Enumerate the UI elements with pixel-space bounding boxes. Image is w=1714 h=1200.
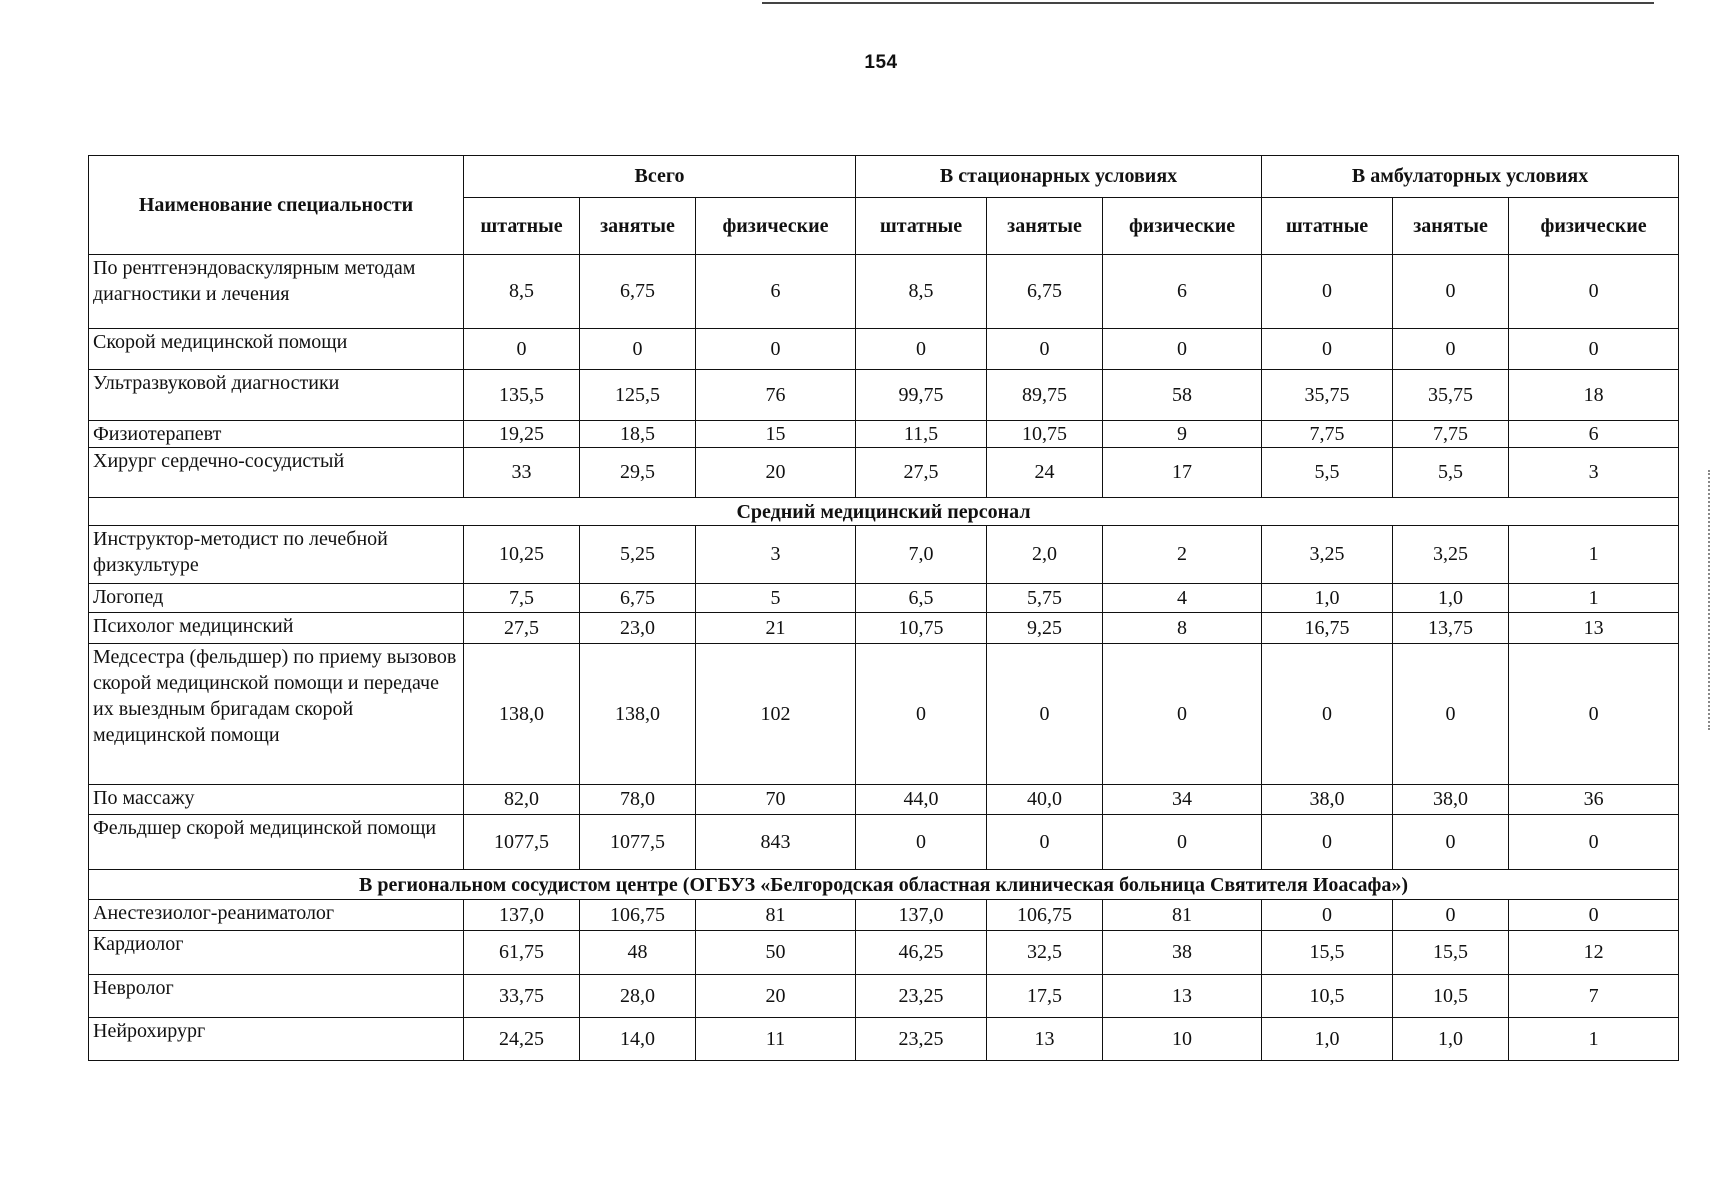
row-value-cell: 19,25 bbox=[464, 421, 580, 448]
row-value-cell: 0 bbox=[1393, 255, 1509, 329]
row-value-cell: 5,5 bbox=[1262, 448, 1393, 498]
row-value-cell: 0 bbox=[987, 644, 1103, 785]
row-specialty-name: Медсестра (фельдшер) по приему вызовов скорой медицинской помощи и передаче их выездным бригадам скорой медицинской помощи bbox=[89, 644, 464, 785]
row-value-cell: 35,75 bbox=[1262, 370, 1393, 421]
row-value-cell: 0 bbox=[696, 329, 856, 370]
row-value-cell: 99,75 bbox=[856, 370, 987, 421]
row-value-cell: 81 bbox=[1103, 900, 1262, 931]
row-value-cell: 1,0 bbox=[1262, 1018, 1393, 1061]
row-value-cell: 0 bbox=[987, 329, 1103, 370]
table-row bbox=[89, 1018, 1679, 1061]
row-specialty-name: Логопед bbox=[89, 584, 464, 613]
row-value-cell: 102 bbox=[696, 644, 856, 785]
row-value-cell: 0 bbox=[1262, 644, 1393, 785]
row-value-cell: 3,25 bbox=[1262, 526, 1393, 584]
header-sub-physical: физические bbox=[1103, 198, 1262, 255]
row-value-cell: 125,5 bbox=[580, 370, 696, 421]
row-value-cell: 18 bbox=[1509, 370, 1679, 421]
top-rule bbox=[762, 2, 1654, 4]
row-value-cell: 0 bbox=[1262, 900, 1393, 931]
row-value-cell: 137,0 bbox=[464, 900, 580, 931]
row-value-cell: 11,5 bbox=[856, 421, 987, 448]
row-value-cell: 29,5 bbox=[580, 448, 696, 498]
row-value-cell: 4 bbox=[1103, 584, 1262, 613]
row-value-cell: 10,5 bbox=[1393, 975, 1509, 1018]
row-value-cell: 23,25 bbox=[856, 975, 987, 1018]
row-value-cell: 40,0 bbox=[987, 785, 1103, 815]
table-row bbox=[89, 448, 1679, 498]
header-sub-occupied: занятые bbox=[580, 198, 696, 255]
row-value-cell: 12 bbox=[1509, 931, 1679, 975]
row-value-cell: 33 bbox=[464, 448, 580, 498]
row-value-cell: 6,5 bbox=[856, 584, 987, 613]
row-value-cell: 0 bbox=[1262, 255, 1393, 329]
row-specialty-name: По рентгенэндоваскулярным методам диагностики и лечения bbox=[89, 255, 464, 329]
row-value-cell: 1077,5 bbox=[580, 815, 696, 870]
row-value-cell: 1077,5 bbox=[464, 815, 580, 870]
row-value-cell: 21 bbox=[696, 613, 856, 644]
row-value-cell: 23,25 bbox=[856, 1018, 987, 1061]
row-value-cell: 16,75 bbox=[1262, 613, 1393, 644]
row-specialty-name: По массажу bbox=[89, 785, 464, 815]
table-row bbox=[89, 613, 1679, 644]
row-value-cell: 50 bbox=[696, 931, 856, 975]
row-value-cell: 6,75 bbox=[580, 255, 696, 329]
row-value-cell: 33,75 bbox=[464, 975, 580, 1018]
row-value-cell: 38,0 bbox=[1262, 785, 1393, 815]
row-value-cell: 15,5 bbox=[1262, 931, 1393, 975]
row-value-cell: 0 bbox=[1509, 255, 1679, 329]
header-sub-staff: штатные bbox=[1262, 198, 1393, 255]
row-value-cell: 58 bbox=[1103, 370, 1262, 421]
row-value-cell: 0 bbox=[1262, 815, 1393, 870]
section-row bbox=[89, 498, 1679, 526]
row-value-cell: 18,5 bbox=[580, 421, 696, 448]
row-value-cell: 36 bbox=[1509, 785, 1679, 815]
table-row bbox=[89, 785, 1679, 815]
row-value-cell: 138,0 bbox=[464, 644, 580, 785]
row-value-cell: 48 bbox=[580, 931, 696, 975]
row-value-cell: 106,75 bbox=[987, 900, 1103, 931]
row-value-cell: 3,25 bbox=[1393, 526, 1509, 584]
row-value-cell: 5,25 bbox=[580, 526, 696, 584]
row-specialty-name: Нейрохирург bbox=[89, 1018, 464, 1061]
table-row bbox=[89, 584, 1679, 613]
scan-edge-marks bbox=[1708, 470, 1712, 730]
row-specialty-name: Невролог bbox=[89, 975, 464, 1018]
row-value-cell: 9 bbox=[1103, 421, 1262, 448]
row-value-cell: 24,25 bbox=[464, 1018, 580, 1061]
row-specialty-name: Кардиолог bbox=[89, 931, 464, 975]
row-value-cell: 7 bbox=[1509, 975, 1679, 1018]
row-value-cell: 8,5 bbox=[464, 255, 580, 329]
row-value-cell: 2 bbox=[1103, 526, 1262, 584]
row-value-cell: 15,5 bbox=[1393, 931, 1509, 975]
row-value-cell: 1 bbox=[1509, 526, 1679, 584]
row-value-cell: 17 bbox=[1103, 448, 1262, 498]
row-value-cell: 5,75 bbox=[987, 584, 1103, 613]
row-value-cell: 32,5 bbox=[987, 931, 1103, 975]
row-value-cell: 38 bbox=[1103, 931, 1262, 975]
row-value-cell: 76 bbox=[696, 370, 856, 421]
header-sub-staff: штатные bbox=[464, 198, 580, 255]
row-value-cell: 0 bbox=[856, 815, 987, 870]
staffing-table bbox=[88, 155, 1679, 1061]
row-value-cell: 6 bbox=[696, 255, 856, 329]
row-value-cell: 5 bbox=[696, 584, 856, 613]
row-value-cell: 78,0 bbox=[580, 785, 696, 815]
row-value-cell: 13 bbox=[1103, 975, 1262, 1018]
row-value-cell: 44,0 bbox=[856, 785, 987, 815]
row-value-cell: 13,75 bbox=[1393, 613, 1509, 644]
header-sub-physical: физические bbox=[696, 198, 856, 255]
table-row bbox=[89, 370, 1679, 421]
table-row bbox=[89, 815, 1679, 870]
header-sub-occupied: занятые bbox=[987, 198, 1103, 255]
row-specialty-name: Хирург сердечно-сосудистый bbox=[89, 448, 464, 498]
row-value-cell: 7,75 bbox=[1262, 421, 1393, 448]
table-row bbox=[89, 255, 1679, 329]
header-sub-occupied: занятые bbox=[1393, 198, 1509, 255]
header-group-inpatient: В стационарных условиях bbox=[856, 156, 1262, 198]
row-value-cell: 7,5 bbox=[464, 584, 580, 613]
row-value-cell: 23,0 bbox=[580, 613, 696, 644]
table-row bbox=[89, 644, 1679, 785]
row-value-cell: 1 bbox=[1509, 1018, 1679, 1061]
row-value-cell: 6,75 bbox=[580, 584, 696, 613]
row-value-cell: 11 bbox=[696, 1018, 856, 1061]
row-value-cell: 0 bbox=[1103, 329, 1262, 370]
table-body bbox=[89, 255, 1679, 1061]
row-specialty-name: Скорой медицинской помощи bbox=[89, 329, 464, 370]
row-value-cell: 138,0 bbox=[580, 644, 696, 785]
row-value-cell: 1,0 bbox=[1262, 584, 1393, 613]
row-value-cell: 0 bbox=[1509, 900, 1679, 931]
table-row bbox=[89, 900, 1679, 931]
header-row-groups bbox=[89, 156, 1679, 198]
row-value-cell: 13 bbox=[1509, 613, 1679, 644]
row-specialty-name: Ультразвуковой диагностики bbox=[89, 370, 464, 421]
row-value-cell: 1,0 bbox=[1393, 584, 1509, 613]
section-row bbox=[89, 870, 1679, 900]
row-value-cell: 6 bbox=[1103, 255, 1262, 329]
row-value-cell: 27,5 bbox=[464, 613, 580, 644]
row-value-cell: 20 bbox=[696, 975, 856, 1018]
row-value-cell: 46,25 bbox=[856, 931, 987, 975]
row-value-cell: 0 bbox=[856, 644, 987, 785]
row-value-cell: 8 bbox=[1103, 613, 1262, 644]
row-value-cell: 0 bbox=[1262, 329, 1393, 370]
row-value-cell: 17,5 bbox=[987, 975, 1103, 1018]
row-specialty-name: Анестезиолог-реаниматолог bbox=[89, 900, 464, 931]
row-value-cell: 0 bbox=[1393, 815, 1509, 870]
row-value-cell: 2,0 bbox=[987, 526, 1103, 584]
table-row bbox=[89, 975, 1679, 1018]
row-value-cell: 0 bbox=[1393, 900, 1509, 931]
row-value-cell: 20 bbox=[696, 448, 856, 498]
header-group-outpatient: В амбулаторных условиях bbox=[1262, 156, 1679, 198]
row-value-cell: 0 bbox=[1393, 644, 1509, 785]
header-group-total: Всего bbox=[464, 156, 856, 198]
row-value-cell: 89,75 bbox=[987, 370, 1103, 421]
row-value-cell: 0 bbox=[856, 329, 987, 370]
row-specialty-name: Психолог медицинский bbox=[89, 613, 464, 644]
row-value-cell: 10,75 bbox=[987, 421, 1103, 448]
row-value-cell: 843 bbox=[696, 815, 856, 870]
row-value-cell: 35,75 bbox=[1393, 370, 1509, 421]
header-sub-physical: физические bbox=[1509, 198, 1679, 255]
table-header bbox=[89, 156, 1679, 255]
row-value-cell: 6 bbox=[1509, 421, 1679, 448]
row-value-cell: 10,75 bbox=[856, 613, 987, 644]
row-value-cell: 9,25 bbox=[987, 613, 1103, 644]
row-value-cell: 7,0 bbox=[856, 526, 987, 584]
row-value-cell: 28,0 bbox=[580, 975, 696, 1018]
row-value-cell: 13 bbox=[987, 1018, 1103, 1061]
row-value-cell: 10,5 bbox=[1262, 975, 1393, 1018]
row-specialty-name: Физиотерапевт bbox=[89, 421, 464, 448]
row-value-cell: 137,0 bbox=[856, 900, 987, 931]
row-value-cell: 0 bbox=[464, 329, 580, 370]
section-title: В региональном сосудистом центре (ОГБУЗ «Белгородская областная клиническая больница Святителя Иоасафа») bbox=[89, 870, 1679, 900]
staffing-table-container bbox=[88, 155, 1678, 1061]
row-value-cell: 70 bbox=[696, 785, 856, 815]
row-value-cell: 15 bbox=[696, 421, 856, 448]
header-name-column: Наименование специальности bbox=[89, 156, 464, 255]
row-value-cell: 81 bbox=[696, 900, 856, 931]
row-value-cell: 8,5 bbox=[856, 255, 987, 329]
row-value-cell: 3 bbox=[1509, 448, 1679, 498]
row-value-cell: 0 bbox=[580, 329, 696, 370]
row-specialty-name: Фельдшер скорой медицинской помощи bbox=[89, 815, 464, 870]
row-value-cell: 3 bbox=[696, 526, 856, 584]
table-row bbox=[89, 421, 1679, 448]
row-value-cell: 6,75 bbox=[987, 255, 1103, 329]
row-value-cell: 10,25 bbox=[464, 526, 580, 584]
row-value-cell: 82,0 bbox=[464, 785, 580, 815]
row-value-cell: 24 bbox=[987, 448, 1103, 498]
row-value-cell: 0 bbox=[1509, 329, 1679, 370]
row-value-cell: 106,75 bbox=[580, 900, 696, 931]
header-sub-staff: штатные bbox=[856, 198, 987, 255]
row-value-cell: 34 bbox=[1103, 785, 1262, 815]
table-row bbox=[89, 931, 1679, 975]
row-value-cell: 0 bbox=[1393, 329, 1509, 370]
row-value-cell: 5,5 bbox=[1393, 448, 1509, 498]
row-specialty-name: Инструктор-методист по лечебной физкультуре bbox=[89, 526, 464, 584]
row-value-cell: 0 bbox=[1103, 644, 1262, 785]
row-value-cell: 14,0 bbox=[580, 1018, 696, 1061]
row-value-cell: 1,0 bbox=[1393, 1018, 1509, 1061]
page-number: 154 bbox=[864, 52, 898, 73]
section-title: Средний медицинский персонал bbox=[89, 498, 1679, 526]
row-value-cell: 0 bbox=[1509, 815, 1679, 870]
row-value-cell: 135,5 bbox=[464, 370, 580, 421]
row-value-cell: 0 bbox=[1103, 815, 1262, 870]
row-value-cell: 61,75 bbox=[464, 931, 580, 975]
row-value-cell: 0 bbox=[987, 815, 1103, 870]
table-row bbox=[89, 526, 1679, 584]
row-value-cell: 0 bbox=[1509, 644, 1679, 785]
table-row bbox=[89, 329, 1679, 370]
row-value-cell: 7,75 bbox=[1393, 421, 1509, 448]
row-value-cell: 38,0 bbox=[1393, 785, 1509, 815]
row-value-cell: 1 bbox=[1509, 584, 1679, 613]
row-value-cell: 10 bbox=[1103, 1018, 1262, 1061]
row-value-cell: 27,5 bbox=[856, 448, 987, 498]
